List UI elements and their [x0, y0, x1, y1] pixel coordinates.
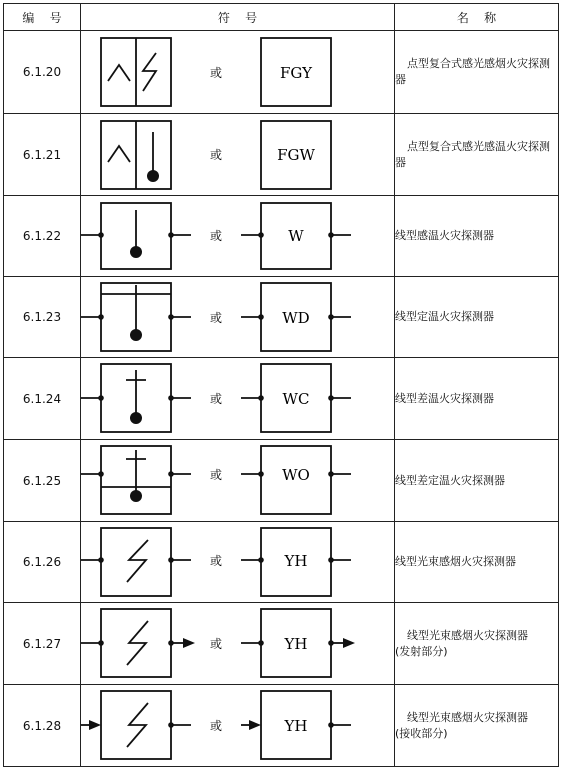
symbol-cell	[81, 440, 395, 522]
symbol-cell	[81, 277, 395, 358]
or-text: 或	[209, 66, 223, 80]
row-name: 线型光束感烟火灾探测器	[395, 522, 559, 603]
symbol-cell	[81, 358, 395, 440]
row-number: 6.1.24	[4, 358, 81, 440]
table-row	[4, 440, 559, 522]
or-text: 或	[209, 392, 223, 406]
smoke-zigzag-icon	[127, 703, 148, 747]
flame-icon	[108, 146, 130, 162]
row-number: 6.1.22	[4, 196, 81, 277]
symbol-cell	[81, 196, 395, 277]
row-name-main: 线型光束感烟火灾探测器	[407, 628, 528, 642]
or-text: 或	[209, 148, 223, 162]
thermometer-bulb-icon	[130, 329, 142, 341]
row-name: 点型复合式感光感烟火灾探测器	[395, 31, 559, 114]
table-header-row	[4, 4, 559, 31]
table-row	[4, 603, 559, 685]
code-label: WC	[282, 390, 310, 408]
table-row	[4, 277, 559, 358]
thermometer-bulb-icon	[147, 170, 159, 182]
code-label: W	[288, 227, 304, 245]
thermometer-bulb-icon	[130, 246, 142, 258]
row-name-note: (接收部分)	[395, 726, 448, 740]
row-number: 6.1.26	[4, 522, 81, 603]
smoke-zigzag-icon	[127, 621, 148, 665]
line-rate-fixed-heat-detector-symbol	[81, 440, 395, 521]
row-number: 6.1.25	[4, 440, 81, 522]
row-name	[395, 603, 559, 685]
beam-smoke-detector-symbol	[81, 522, 395, 602]
photo-smoke-detector-symbol	[81, 31, 395, 113]
or-text: 或	[209, 229, 223, 243]
beam-smoke-transmitter-symbol	[81, 603, 395, 684]
header-number: 编 号	[4, 4, 81, 31]
code-label: YH	[284, 717, 308, 735]
symbol-cell	[81, 522, 395, 603]
row-number: 6.1.20	[4, 31, 81, 114]
or-text: 或	[209, 468, 223, 482]
arrow-in-icon	[89, 720, 101, 730]
header-name: 名 称	[395, 4, 559, 31]
row-number: 6.1.28	[4, 685, 81, 767]
symbol-table	[3, 3, 559, 767]
beam-smoke-receiver-symbol	[81, 685, 395, 766]
code-label: FGW	[277, 146, 315, 164]
row-name: 线型差定温火灾探测器	[395, 440, 559, 522]
arrow-right-icon	[343, 638, 355, 648]
table-row	[4, 522, 559, 603]
line-fixed-heat-detector-symbol	[81, 277, 395, 357]
photo-heat-detector-symbol	[81, 114, 395, 195]
or-text: 或	[209, 554, 223, 568]
code-label: WO	[282, 466, 310, 484]
thermometer-bulb-icon	[130, 412, 142, 424]
symbol-cell	[81, 31, 395, 114]
code-label: YH	[284, 552, 308, 570]
smoke-zigzag-icon	[143, 53, 156, 91]
table-row	[4, 685, 559, 767]
header-symbol: 符 号	[81, 4, 395, 31]
code-label: FGY	[279, 64, 313, 82]
row-name: 线型感温火灾探测器	[395, 196, 559, 277]
or-text: 或	[209, 637, 223, 651]
row-name-main: 线型光束感烟火灾探测器	[407, 710, 528, 724]
table-row	[4, 358, 559, 440]
table-row	[4, 31, 559, 114]
line-heat-detector-symbol	[81, 196, 395, 276]
symbol-cell	[81, 685, 395, 767]
row-number: 6.1.23	[4, 277, 81, 358]
smoke-zigzag-icon	[127, 540, 148, 582]
detector-box	[101, 528, 171, 596]
arrow-right-icon	[183, 638, 195, 648]
table-row	[4, 196, 559, 277]
code-label: WD	[282, 309, 310, 327]
flame-icon	[108, 65, 130, 81]
row-name: 线型差温火灾探测器	[395, 358, 559, 440]
line-rate-heat-detector-symbol	[81, 358, 395, 439]
thermometer-bulb-icon	[130, 490, 142, 502]
table-row	[4, 114, 559, 196]
or-text: 或	[209, 719, 223, 733]
arrow-in-icon	[249, 720, 261, 730]
row-number: 6.1.27	[4, 603, 81, 685]
row-name: 线型定温火灾探测器	[395, 277, 559, 358]
row-name: 点型复合式感光感温火灾探测器	[395, 114, 559, 196]
row-name-note: (发射部分)	[395, 644, 448, 658]
symbol-cell	[81, 114, 395, 196]
row-name	[395, 685, 559, 767]
symbol-cell	[81, 603, 395, 685]
or-text: 或	[209, 311, 223, 325]
row-number: 6.1.21	[4, 114, 81, 196]
code-label: YH	[284, 635, 308, 653]
